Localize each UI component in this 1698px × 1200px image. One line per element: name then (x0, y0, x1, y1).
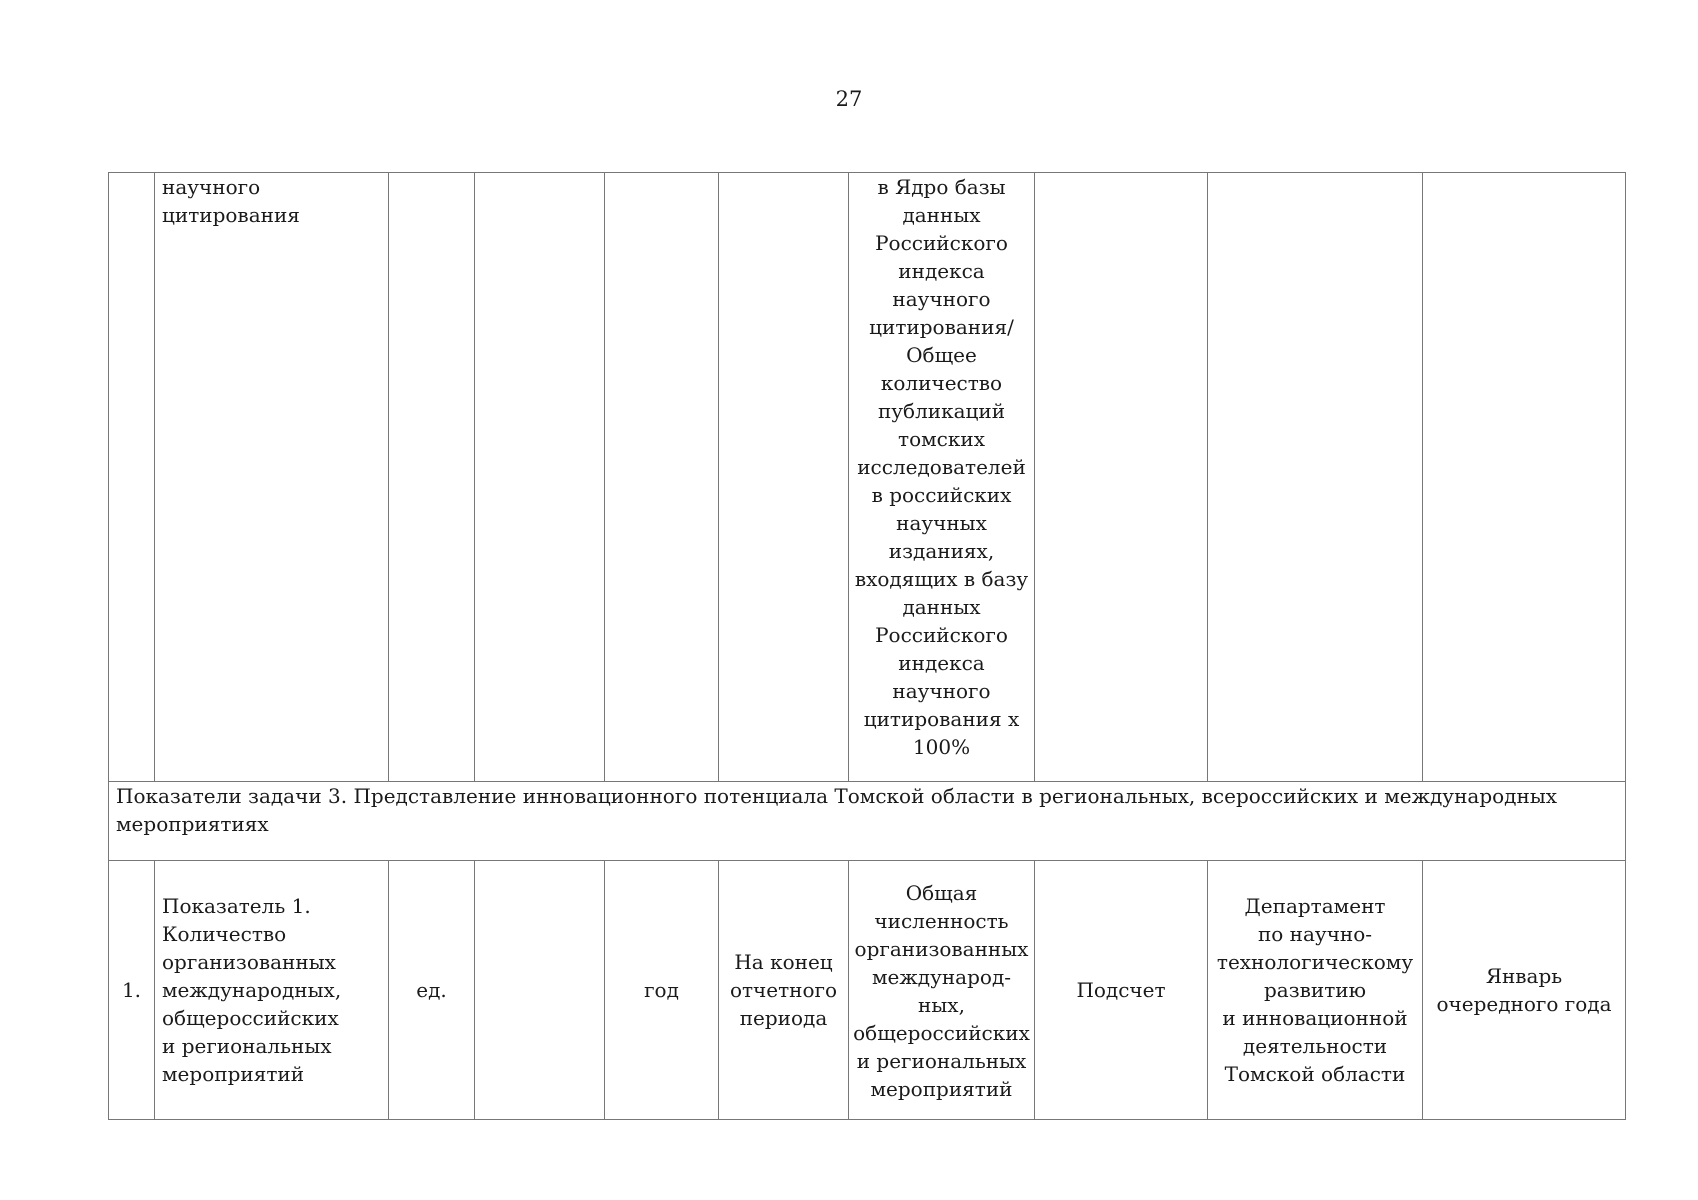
page-number: 27 (835, 87, 863, 111)
cell-formula: Общая численность организованных международ- ных, общероссийских и региональных мероприятий (849, 861, 1035, 1120)
indicators-table (108, 172, 1626, 1120)
cell-periodicity (605, 173, 719, 782)
cell-indicator-name: Показатель 1. Количество организованных международных, общероссийских и региональных мероприятий (155, 861, 389, 1120)
section-heading: Показатели задачи 3. Представление инновационного потенциала Томской области в региональных, всероссийских и международных мероприятиях (109, 782, 1626, 861)
cell-method (1035, 173, 1208, 782)
cell-unit (389, 173, 475, 782)
cell-formula: в Ядро базы данных Российского индекса научного цитирования/ Общее количество публикаций томских исследователей в российских научных изданиях, входящих в базу данных Российского индекса научного цитирования x 100% (849, 173, 1035, 782)
cell-responsible (1208, 173, 1423, 782)
cell-number: 1. (109, 861, 155, 1120)
cell-number (109, 173, 155, 782)
cell-time-basis: На конец отчетного периода (719, 861, 849, 1120)
cell-responsible: Департамент по научно- технологическому развитию и инновационной деятельности Томской области (1208, 861, 1423, 1120)
cell-empty (475, 173, 605, 782)
cell-time-basis (719, 173, 849, 782)
cell-indicator-name: научного цитирования (155, 173, 389, 782)
cell-empty (475, 861, 605, 1120)
cell-unit: ед. (389, 861, 475, 1120)
cell-deadline (1423, 173, 1626, 782)
cell-method: Подсчет (1035, 861, 1208, 1120)
cell-deadline: Январь очередного года (1423, 861, 1626, 1120)
table-row-continuation (109, 173, 1626, 782)
table-row-section-heading (109, 782, 1626, 861)
cell-periodicity: год (605, 861, 719, 1120)
table-row-indicator (109, 861, 1626, 1120)
